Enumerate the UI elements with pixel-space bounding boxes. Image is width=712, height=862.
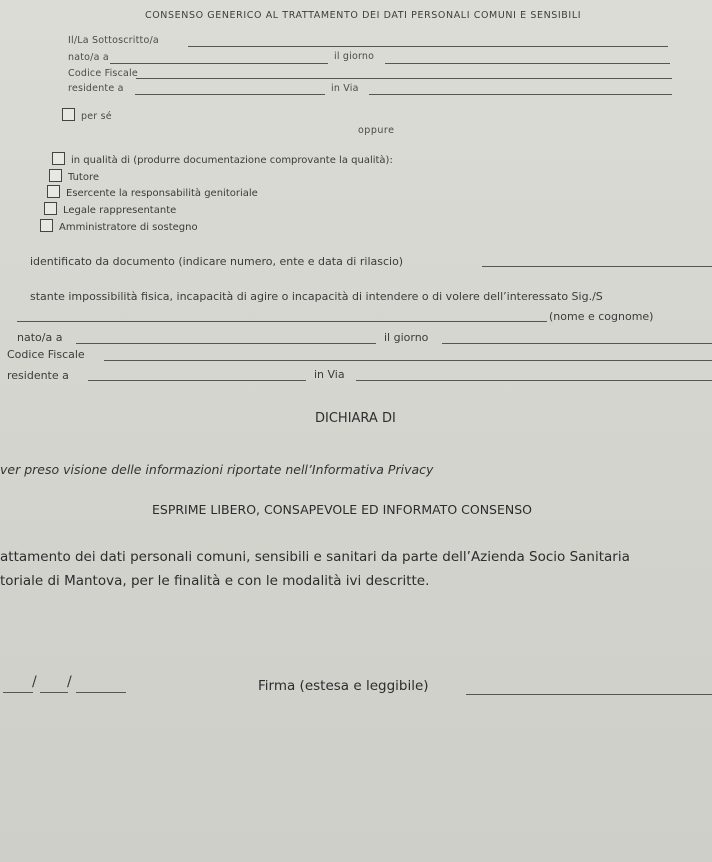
bottom-resident-field[interactable]	[88, 380, 306, 381]
resident-field[interactable]	[135, 94, 325, 95]
resident-label: residente a	[68, 83, 124, 94]
date-separator-2: /	[67, 674, 72, 690]
capacity-checkbox-1[interactable]	[49, 169, 62, 182]
bottom-day-field[interactable]	[442, 343, 712, 344]
self-option-label: per sé	[81, 111, 112, 122]
bottom-tax-code-label: Codice Fiscale	[7, 348, 85, 361]
date-year-field[interactable]	[76, 692, 126, 693]
declares-heading: DICHIARA DI	[315, 411, 396, 426]
born-label: nato/a a	[68, 52, 109, 63]
consent-line-1: attamento dei dati personali comuni, sensibili e sanitari da parte dell’Azienda Socio Sanitaria	[0, 549, 630, 565]
document-title: CONSENSO GENERICO AL TRATTAMENTO DEI DATI PERSONALI COMUNI E SENSIBILI	[145, 10, 582, 21]
capacity-option-2	[47, 185, 258, 199]
self-option	[62, 108, 112, 122]
capacity-option-label-1: Tutore	[68, 172, 100, 183]
day-field[interactable]	[385, 63, 670, 64]
street-label: in Via	[331, 83, 359, 94]
subscriber-label: Il/La Sottoscritto/a	[68, 35, 159, 46]
bottom-street-field[interactable]	[356, 380, 712, 381]
signature-field[interactable]	[466, 694, 712, 695]
document-field[interactable]	[482, 266, 712, 267]
signature-label: Firma (estesa e leggibile)	[258, 678, 429, 694]
name-hint: (nome e cognome)	[549, 310, 654, 323]
capacity-option-label-3: Legale rappresentante	[63, 205, 177, 216]
capacity-option-label-2: Esercente la responsabilità genitoriale	[66, 188, 258, 199]
capacity-option-0	[52, 152, 393, 166]
tax-code-label: Codice Fiscale	[68, 68, 138, 79]
capacity-option-3	[44, 202, 176, 216]
day-label: il giorno	[334, 51, 375, 62]
consent-line-2: toriale di Mantova, per le finalità e con le modalità ivi descritte.	[0, 573, 430, 589]
subscriber-field[interactable]	[188, 46, 668, 47]
bottom-resident-label: residente a	[7, 369, 69, 382]
capacity-checkbox-0[interactable]	[52, 152, 65, 165]
name-field[interactable]	[17, 321, 547, 322]
document-text: identificato da documento (indicare numero, ente e data di rilascio)	[30, 255, 404, 268]
street-field[interactable]	[369, 94, 672, 95]
consent-heading: ESPRIME LIBERO, CONSAPEVOLE ED INFORMATO CONSENSO	[152, 502, 533, 517]
capacity-option-4	[40, 219, 198, 233]
self-checkbox[interactable]	[62, 108, 75, 121]
capacity-option-1	[49, 169, 99, 183]
date-separator-1: /	[32, 674, 37, 690]
bottom-day-label: il giorno	[384, 331, 429, 344]
bottom-born-field[interactable]	[76, 343, 376, 344]
date-day-field[interactable]	[3, 692, 33, 693]
bottom-born-label: nato/a a	[17, 331, 63, 344]
impossibility-text: stante impossibilità fisica, incapacità di agire o incapacità di intendere o di volere dell’interessato Sig./S	[30, 290, 603, 303]
date-month-field[interactable]	[40, 692, 68, 693]
born-field[interactable]	[110, 63, 328, 64]
capacity-option-label-0: in qualità di (produrre documentazione comprovante la qualità):	[71, 155, 393, 166]
or-label: oppure	[358, 125, 395, 136]
capacity-option-label-4: Amministratore di sostegno	[59, 222, 198, 233]
bottom-street-label: in Via	[314, 368, 345, 381]
capacity-checkbox-4[interactable]	[40, 219, 53, 232]
tax-code-field[interactable]	[136, 78, 672, 79]
privacy-text: ver preso visione delle informazioni riportate nell’Informativa Privacy	[0, 462, 434, 477]
capacity-checkbox-3[interactable]	[44, 202, 57, 215]
capacity-checkbox-2[interactable]	[47, 185, 60, 198]
bottom-tax-code-field[interactable]	[104, 360, 712, 361]
